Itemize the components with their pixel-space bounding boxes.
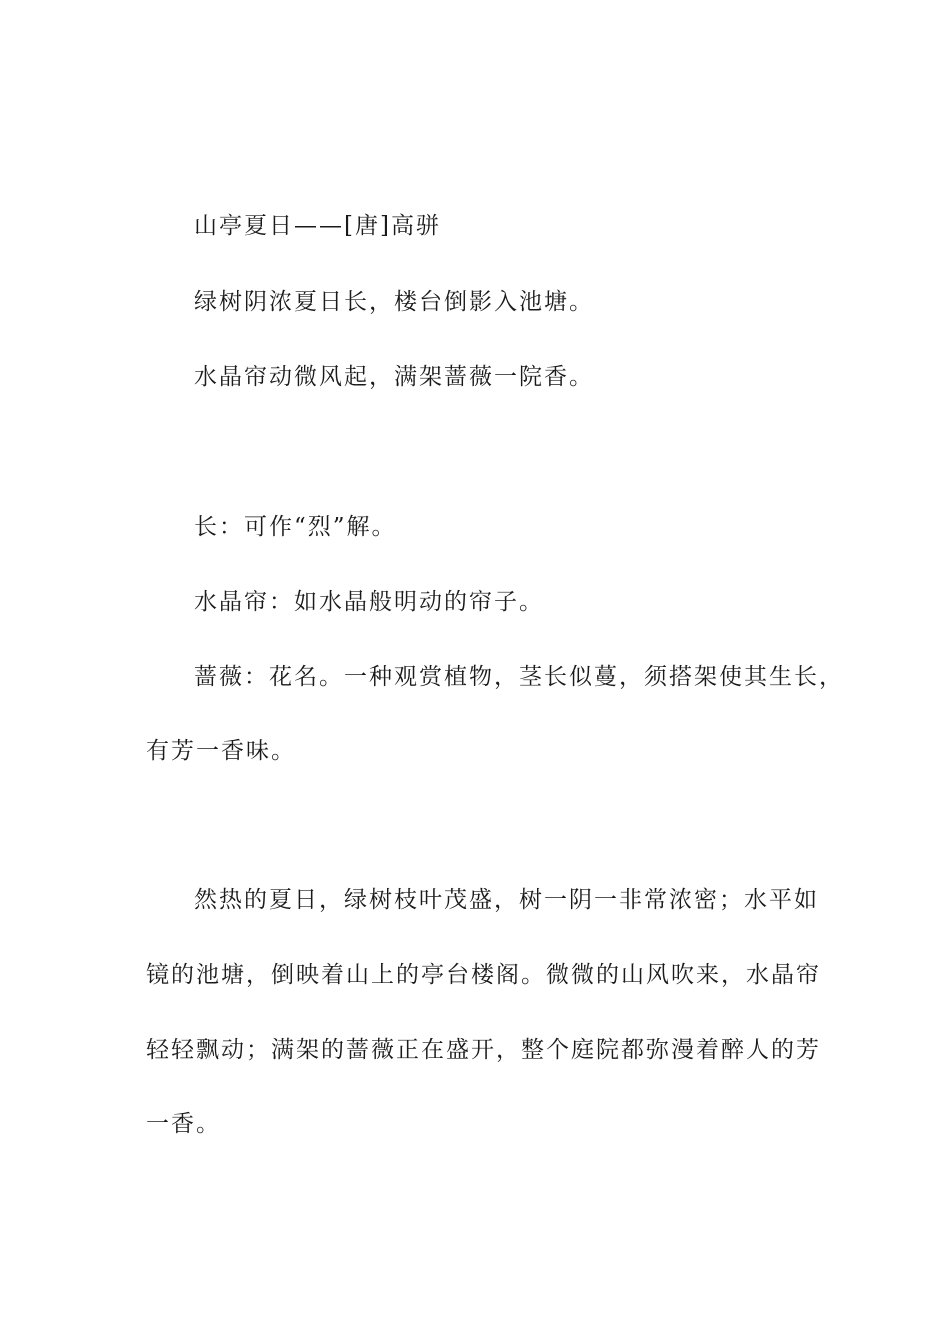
note-chang: 长：可作“烈”解。 <box>194 514 397 540</box>
translation-line-1: 然热的夏日，绿树枝叶茂盛，树一阴一非常浓密；水平如 <box>194 887 819 913</box>
poem-line-2: 水晶帘动微风起，满架蔷薇一院香。 <box>194 364 594 390</box>
poem-line-1: 绿树阴浓夏日长，楼台倒影入池塘。 <box>194 289 594 315</box>
note-qiangwei-continued: 有芳一香味。 <box>146 738 296 764</box>
translation-line-2: 镜的池塘，倒映着山上的亭台楼阁。微微的山风吹来，水晶帘 <box>146 962 821 988</box>
translation-line-4: 一香。 <box>146 1111 221 1137</box>
poem-title: 山亭夏日——[唐]高骈 <box>194 213 441 239</box>
note-qiangwei: 蔷薇：花名。一种观赏植物，茎长似蔓，须搭架使其生长， <box>194 664 844 690</box>
note-shuijinglian: 水晶帘：如水晶般明动的帘子。 <box>194 589 544 615</box>
translation-line-3: 轻轻飘动；满架的蔷薇正在盛开，整个庭院都弥漫着醉人的芳 <box>146 1037 821 1063</box>
